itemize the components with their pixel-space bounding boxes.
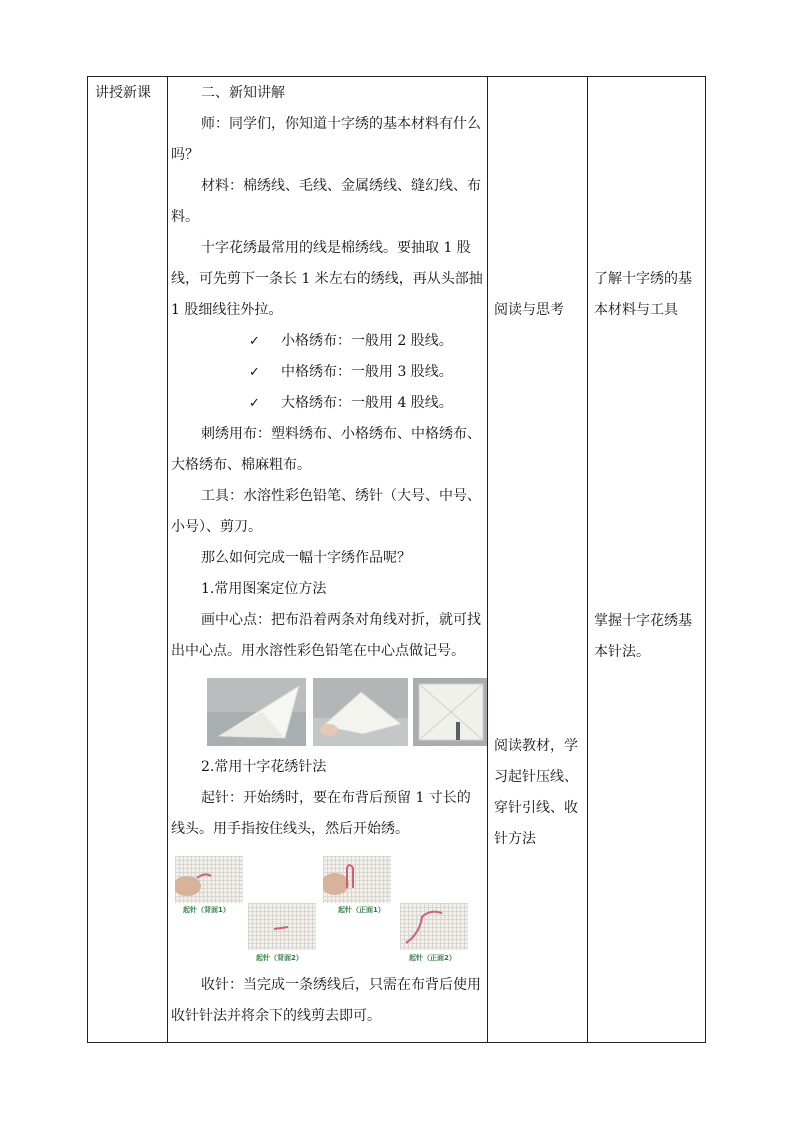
end-stitch-text: 收针：当完成一条绣线后，只需在布背后使用收针针法并将余下的线剪去即可。 (171, 977, 481, 1024)
checklist-item: ✓ 中格绣布：一般用 3 股线。 (171, 357, 483, 388)
design-intent-1: 了解十字绣的基本材料与工具 (594, 271, 692, 318)
student-activity-1: 阅读与思考 (494, 302, 564, 318)
student-activity-2: 阅读教材，学习起针压线、穿针引线、收针方法 (494, 738, 578, 847)
checklist-item: ✓ 大格绣布：一般用 4 股线。 (171, 388, 483, 419)
fold-photo-3 (413, 678, 487, 746)
column-divider (487, 76, 488, 1043)
checkmark-icon: ✓ (249, 334, 260, 349)
fabrics-text: 刺绣用布：塑料绣布、小格绣布、中格绣布、大格绣布、棉麻粗布。 (171, 426, 481, 473)
thread-note: 十字花绣最常用的线是棉绣线。要抽取 1 股线，可先剪下一条长 1 米左右的绣线，再从头部抽 1 股细线往外拉。 (171, 240, 483, 318)
center-point-text: 画中心点：把布沿着两条对角线对折，就可找出中心点。用水溶性彩色铅笔在中心点做记号。 (171, 612, 481, 659)
start-stitch-text: 起针：开始绣时，要在布背后预留 1 寸长的线头。用手指按住线头，然后开始绣。 (171, 790, 471, 837)
section-title: 二、新知讲解 (201, 85, 285, 101)
lesson-content-lower (171, 752, 483, 845)
stitch-photo-back-1 (175, 856, 243, 903)
method1-title: 1.常用图案定位方法 (201, 581, 327, 597)
checklist-item: ✓ 小格绣布：一般用 2 股线。 (171, 326, 483, 357)
stitch-caption: 起针（正面2） (409, 954, 456, 962)
lesson-content (171, 78, 483, 667)
stitch-caption: 起针（正面1） (338, 906, 385, 914)
stitch-photo-front-1 (323, 856, 391, 903)
checkmark-icon: ✓ (249, 365, 260, 380)
materials-text: 材料：棉绣线、毛线、金属绣线、缝幻线、布料。 (171, 178, 481, 225)
end-stitch-block (171, 970, 483, 1032)
tools-text: 工具：水溶性彩色铅笔、绣针（大号、中号、小号）、剪刀。 (171, 488, 481, 535)
fold-photo-2 (313, 678, 408, 746)
row-header: 讲授新课 (95, 85, 151, 101)
stitch-caption: 起针（背面2） (256, 954, 303, 962)
column-divider (167, 76, 168, 1043)
how-question: 那么如何完成一幅十字绣作品呢？ (201, 550, 411, 566)
fold-photo-1 (207, 678, 306, 746)
column-divider (587, 76, 588, 1043)
stitch-caption: 起针（背面1） (183, 906, 230, 914)
method2-title: 2.常用十字花绣针法 (201, 759, 327, 775)
teacher-question: 师：同学们，你知道十字绣的基本材料有什么吗？ (171, 116, 481, 163)
checkmark-icon: ✓ (249, 396, 260, 411)
design-intent-2: 掌握十字花绣基本针法。 (594, 613, 692, 660)
stitch-photo-back-2 (248, 903, 316, 950)
stitch-photo-front-2 (400, 903, 468, 950)
